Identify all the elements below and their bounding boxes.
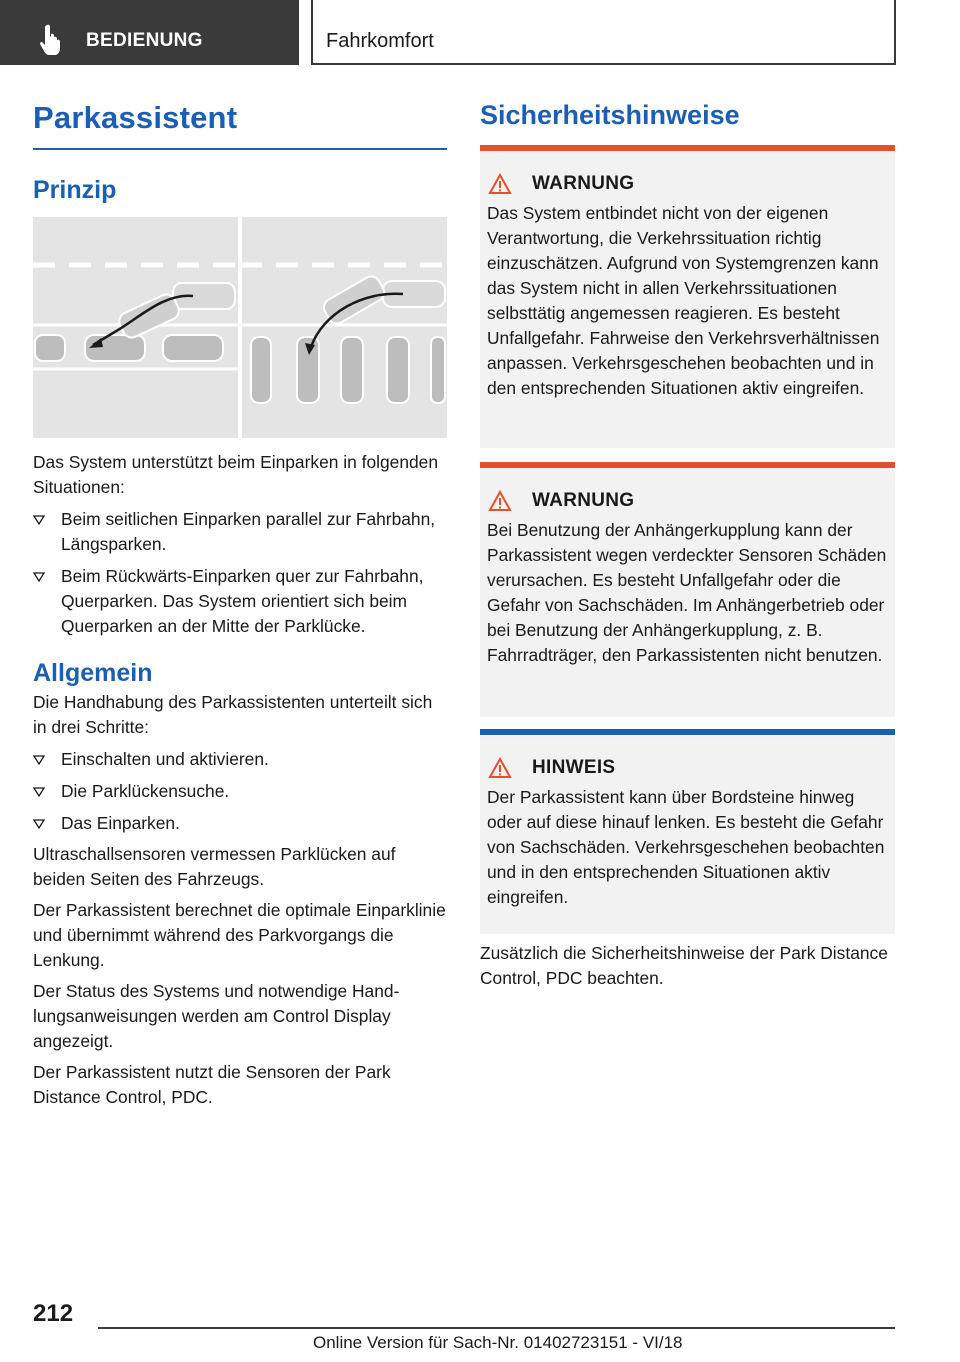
warning-bar: [480, 145, 895, 151]
pointing-hand-icon: [38, 23, 68, 55]
bullet-triangle-icon: [33, 755, 45, 765]
chapter-tab: [311, 0, 896, 65]
warning-triangle-icon: [488, 490, 512, 512]
list-item: Das Einparken.: [33, 811, 447, 836]
left-column: [33, 100, 447, 205]
notice-bar: [480, 729, 895, 735]
paragraph: Ultraschallsensoren vermessen Parklücken auf beiden Seiten des Fahrzeugs.: [33, 844, 396, 889]
principle-intro: Das System unterstützt beim Einparken in folgenden Situationen:: [33, 452, 439, 497]
section-title: BEDIENUNG: [86, 30, 203, 51]
bullet-triangle-icon: [33, 572, 45, 582]
warning-box: [480, 462, 895, 717]
section-tab: [0, 0, 299, 65]
notice-text: Der Parkassistent kann über Bordsteine hinweg oder auf diese hinauf lenken. Es besteht die Gefahr von Sachschäden. Verkehrsgeschehen beobachten und in den entsprechenden Situationen aktiv eingreifen.: [487, 787, 885, 907]
bullet-triangle-icon: [33, 787, 45, 797]
parking-illustration: [33, 217, 447, 438]
right-column: [480, 100, 895, 131]
left-body: [33, 450, 447, 1110]
warning-label: WARNUNG: [532, 173, 635, 194]
paragraph: Der Parkassistent nutzt die Sensoren der Park Distance Control, PDC.: [33, 1062, 391, 1107]
bullet-triangle-icon: [33, 515, 45, 525]
warning-text: Das System entbindet nicht von der eigenen Verantwortung, die Verkehrssituation richtig einzuschätzen. Aufgrund von Systemgrenzen kann das System nicht in allen Verkehrssituationen selbsttätig angemessen reagieren. Es besteht Unfallgefahr. Fahrweise den Verkehrsverhältnissen anpassen. Verkehrsgeschehen beobachten und in den entsprechenden Situationen aktiv eingreifen.: [487, 203, 880, 398]
warning-triangle-icon: [488, 757, 512, 779]
general-intro: Die Handhabung des Parkassistenten unterteilt sich in drei Schritte:: [33, 692, 433, 737]
paragraph: Der Parkassistent berechnet die optimale Einparklinie und übernimmt während des Parkvorgangs die Lenkung.: [33, 900, 446, 970]
paragraph: Der Status des Systems und notwendige Handlungsanweisungen werden am Control Display angezeigt.: [33, 981, 400, 1051]
footer-text: Online Version für Sach-Nr. 01402723151 - VI/18: [313, 1333, 683, 1352]
heading-principle: Prinzip: [33, 176, 117, 204]
steps-list: [33, 747, 447, 836]
bullet-triangle-icon: [33, 819, 45, 829]
list-item: Einschalten und aktivieren.: [33, 747, 447, 772]
warning-label: WARNUNG: [532, 490, 635, 511]
footer-rule: [98, 1327, 895, 1329]
heading-safety: Sicherheitshinweise: [480, 100, 740, 130]
page-title: Parkassistent: [33, 100, 238, 135]
warning-box: [480, 145, 895, 448]
notice-box: [480, 729, 895, 934]
list-item: Beim Rückwärts-Einparken quer zur Fahrbahn, Querparken. Das System orientiert sich beim Querparken an der Mitte der Parklücke.: [33, 564, 447, 639]
warning-text: Bei Benutzung der Anhängerkupplung kann der Parkassistent wegen verdeckter Sensoren Schäden verursachen. Es besteht Unfallgefahr oder die Gefahr von Sachschäden. Im Anhängerbetrieb oder bei Benutzung der Anhängerkupplung, z. B. Fahrradträger, den Parkassistenten nicht benutzen.: [487, 520, 887, 665]
warning-bar: [480, 462, 895, 468]
closing-note: Zusätzlich die Sicherheitshinweise der Park Distance Control, PDC beachten.: [480, 943, 888, 988]
list-item: Die Parklückensuche.: [33, 779, 447, 804]
chapter-title: Fahrkomfort: [326, 30, 434, 52]
page-number: 212: [33, 1300, 74, 1327]
title-rule: [33, 148, 447, 150]
heading-general: Allgemein: [33, 659, 153, 687]
notice-label: HINWEIS: [532, 757, 616, 778]
principle-list: [33, 507, 447, 639]
list-item: Beim seitlichen Einparken parallel zur Fahrbahn, Längsparken.: [33, 507, 447, 557]
warning-triangle-icon: [488, 173, 512, 195]
